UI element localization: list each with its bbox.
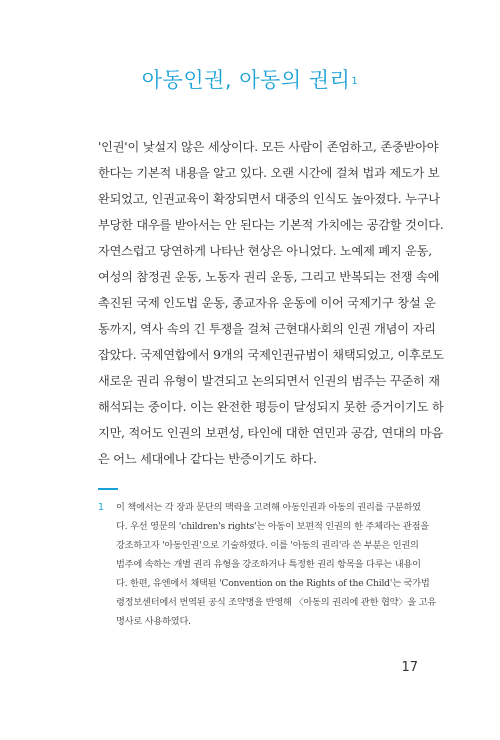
body-line: 여성의 참정권 운동, 노동자 권리 운동, 그리고 반복되는 전쟁 속에 — [98, 270, 440, 284]
body-line: 지만, 적어도 인권의 보편성, 타인에 대한 연민과 공감, 연대의 마음 — [98, 426, 443, 440]
footnote-divider — [98, 488, 118, 490]
body-line: 은 어느 세대에나 같다는 반증이기도 하다. — [98, 452, 317, 466]
chapter-title — [0, 66, 500, 94]
body-line: 자연스럽고 당연하게 나타난 현상은 아니었다. 노예제 폐지 운동, — [98, 244, 432, 258]
body-paragraph — [98, 134, 444, 472]
chapter-title-text: 아동인권, 아동의 권리 — [141, 68, 351, 92]
body-line: '인권'이 낯설지 않은 세상이다. 모든 사람이 존엄하고, 존중받아야 — [98, 140, 439, 154]
footnote-line: 강조하고자 '아동인권'으로 기술하였다. 이를 '아동의 권리'라 쓴 부분은 인권의 — [116, 540, 419, 551]
footnote-number: 1 — [98, 502, 105, 513]
footnote-line: 다. 우선 영문의 'children's rights'는 아동이 보편적 인권의 한 주체라는 관점을 — [116, 521, 429, 532]
body-line: 완되었고, 인권교육이 확장되면서 대중의 인식도 높아졌다. 누구나 — [98, 192, 440, 206]
footnote-line: 이 책에서는 각 장과 문단의 맥락을 고려해 아동인권과 아동의 권리를 구분하였 — [116, 502, 421, 513]
body-line: 동까지, 역사 속의 긴 투쟁을 걸쳐 근현대사회의 인권 개념이 자리 — [98, 322, 436, 336]
footnote-line: 명사로 사용하였다. — [116, 616, 191, 627]
body-line: 한다는 기본적 내용을 알고 있다. 오랜 시간에 걸쳐 법과 제도가 보 — [98, 166, 440, 180]
body-line: 잡았다. 국제연합에서 9개의 국제인권규범이 채택되었고, 이후로도 — [98, 348, 444, 362]
footnote-line: 다. 한편, 유엔에서 채택된 'Convention on the Rights of the Child'는 국가법 — [116, 578, 430, 589]
page-number: 17 — [401, 660, 418, 675]
footnote-line: 범주에 속하는 개별 권리 유형을 강조하거나 특정한 권리 항목을 다루는 내용이 — [116, 559, 421, 570]
body-line: 해석되는 중이다. 이는 완전한 평등이 달성되지 못한 증거이기도 하 — [98, 400, 444, 414]
footnote-reference: 1 — [351, 76, 359, 87]
footnote-text — [116, 498, 437, 631]
body-line: 촉진된 국제 인도법 운동, 종교자유 운동에 이어 국제기구 창설 운 — [98, 296, 436, 310]
footnote-line: 령정보센터에서 번역된 공식 조약명을 반영해 〈아동의 권리에 관한 협약〉을 고유 — [116, 597, 437, 608]
body-line: 부당한 대우를 받아서는 안 된다는 기본적 가치에는 공감할 것이다. — [98, 218, 444, 232]
body-line: 새로운 권리 유형이 발견되고 논의되면서 인권의 범주는 꾸준히 재 — [98, 374, 440, 388]
